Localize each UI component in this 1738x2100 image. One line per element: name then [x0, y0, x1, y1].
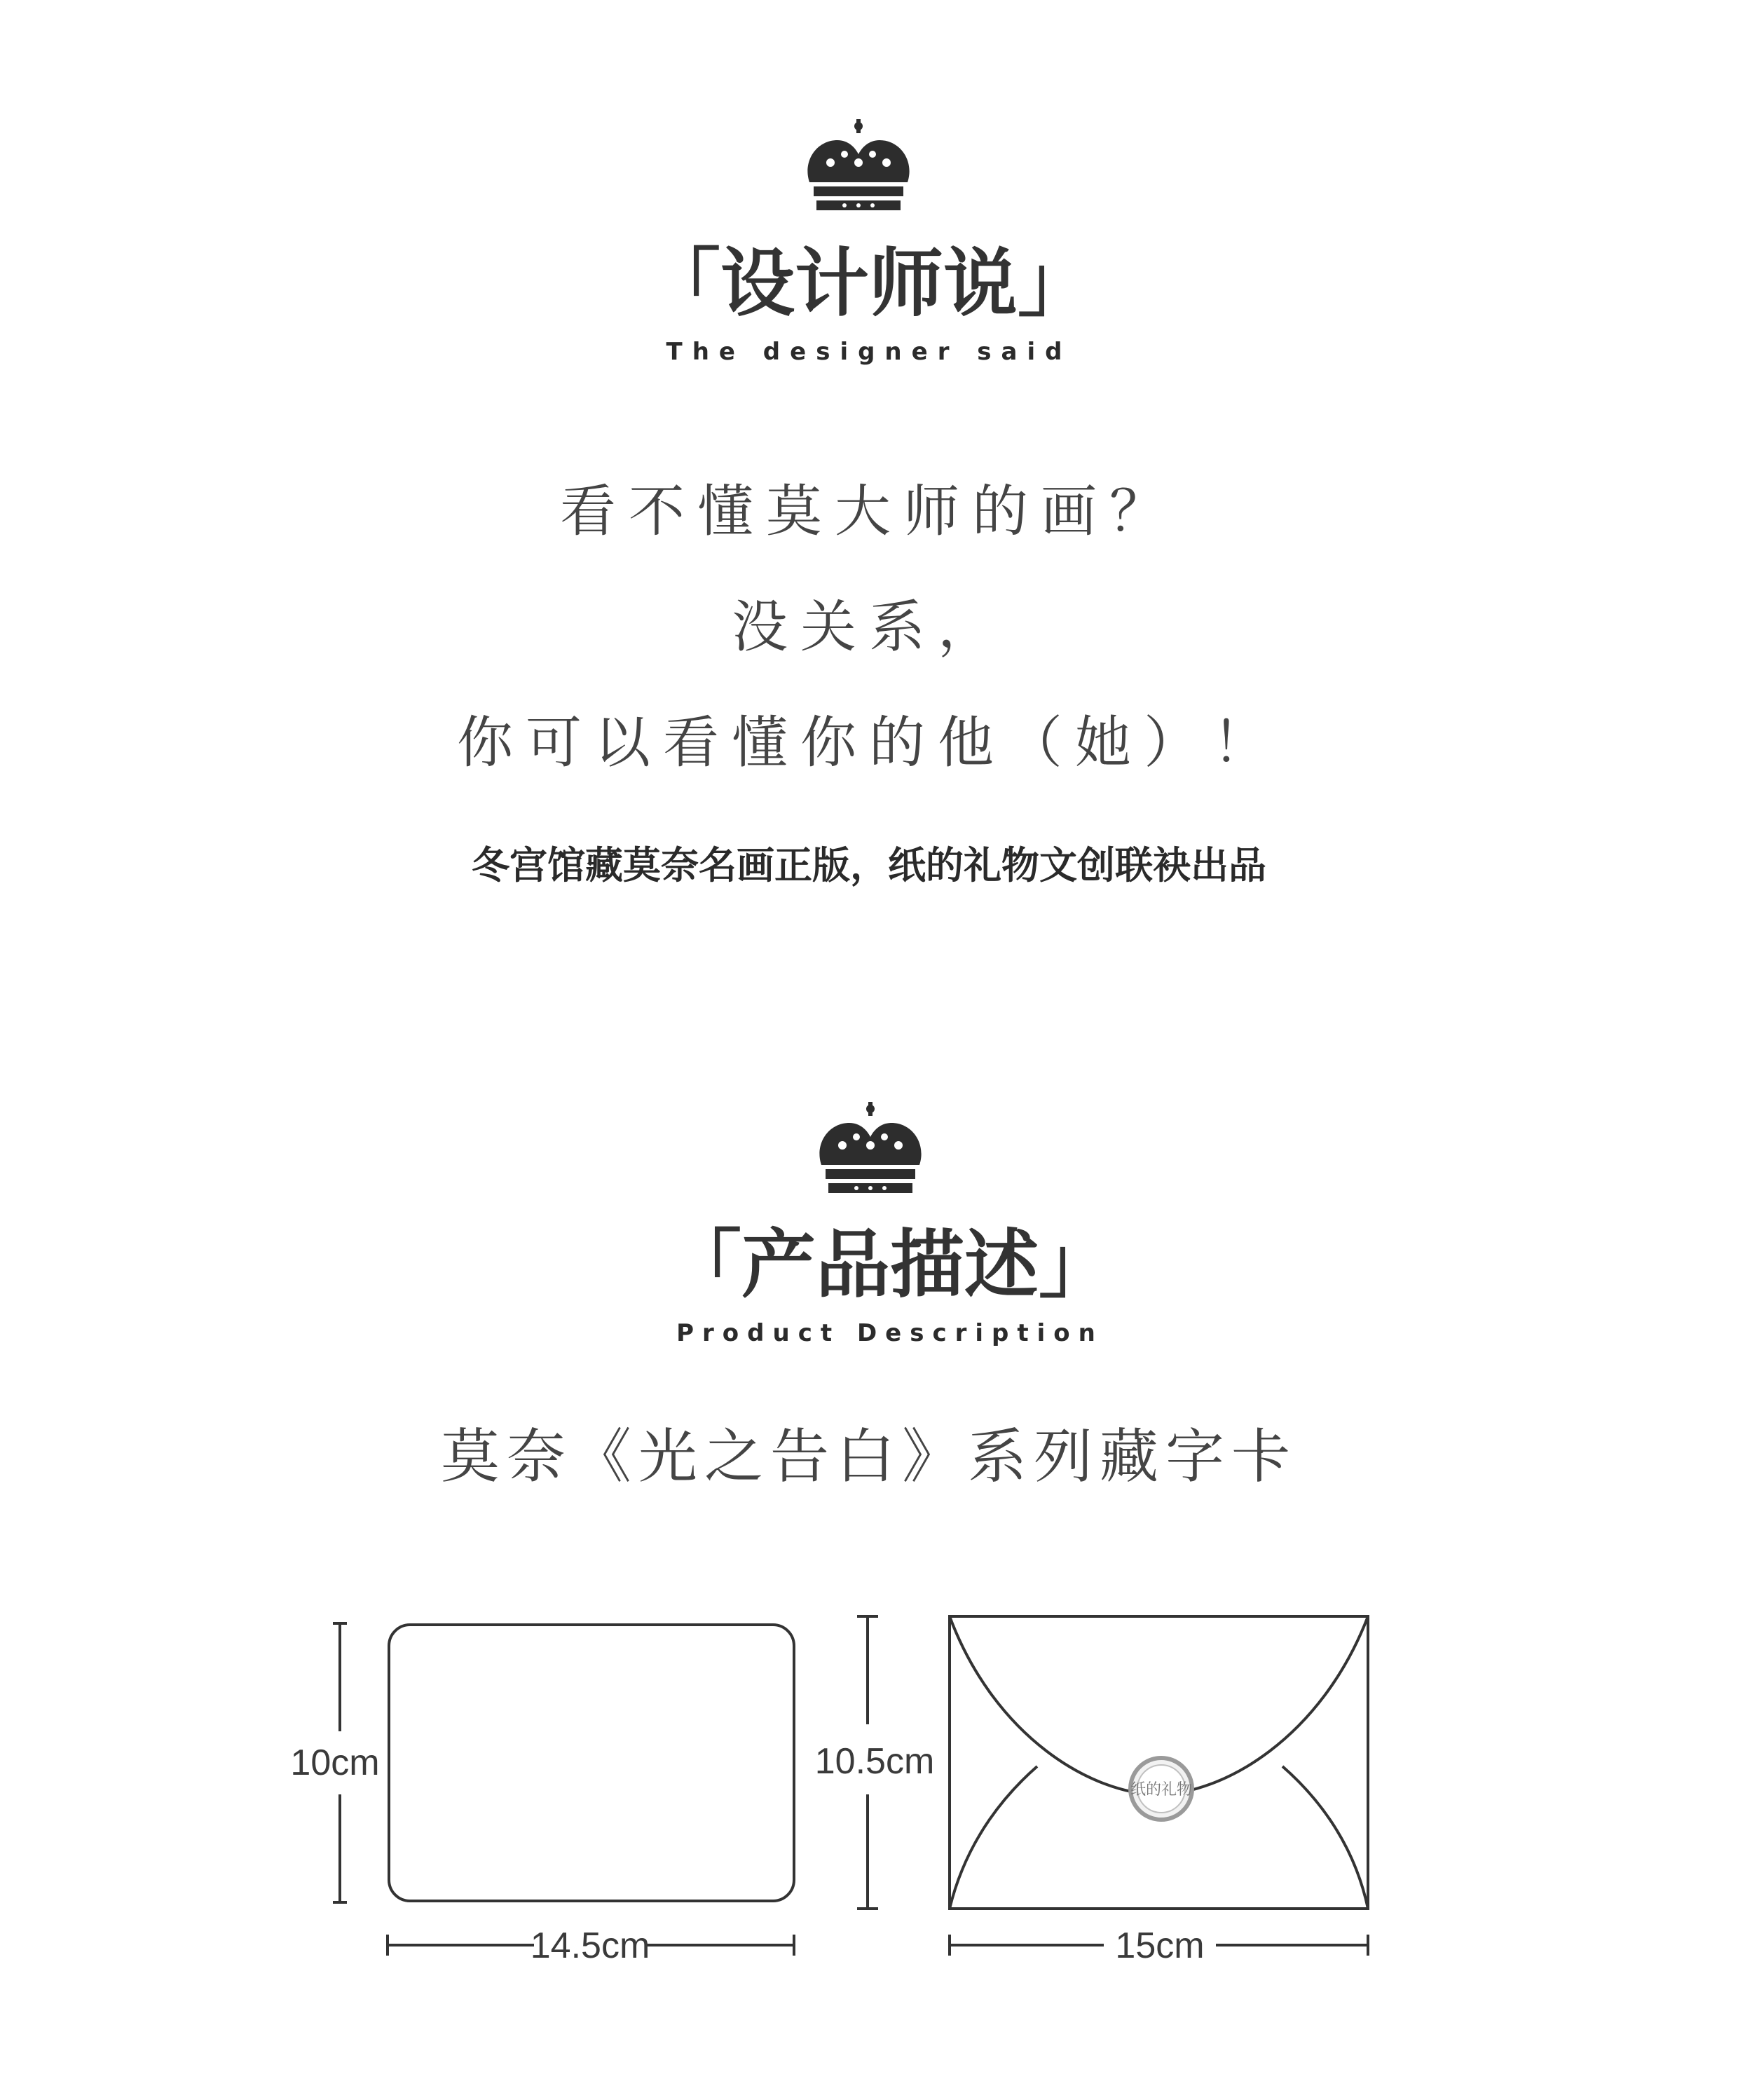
designer-quote-line-3: 你可以看懂你的他（她）！ [457, 710, 1281, 775]
section-subtitle-product: Product Description [676, 1319, 1104, 1347]
section-title-product: 「产品描述」 [667, 1222, 1113, 1308]
card-outline [389, 1625, 794, 1901]
designer-quote-line-2: 没关系， [732, 594, 1006, 660]
envelope-width-label: 15cm [1115, 1925, 1205, 1966]
section-subtitle-designer: The designer said [666, 338, 1072, 366]
designer-note: 冬宫馆藏莫奈名画正版，纸的礼物文创联袂出品 [472, 843, 1266, 887]
section-title-designer: 「设计师说」 [646, 240, 1092, 327]
card-width-label: 14.5cm [530, 1925, 650, 1966]
card-height-label: 10cm [290, 1743, 380, 1783]
product-name: 莫奈《光之告白》系列藏字卡 [440, 1422, 1297, 1491]
wax-seal-icon [1130, 1758, 1192, 1820]
envelope-height-label: 10.5cm [814, 1741, 935, 1782]
designer-quote-line-1: 看不懂莫大师的画？ [560, 479, 1178, 544]
wax-seal-text: 纸的礼物 [1130, 1781, 1193, 1799]
